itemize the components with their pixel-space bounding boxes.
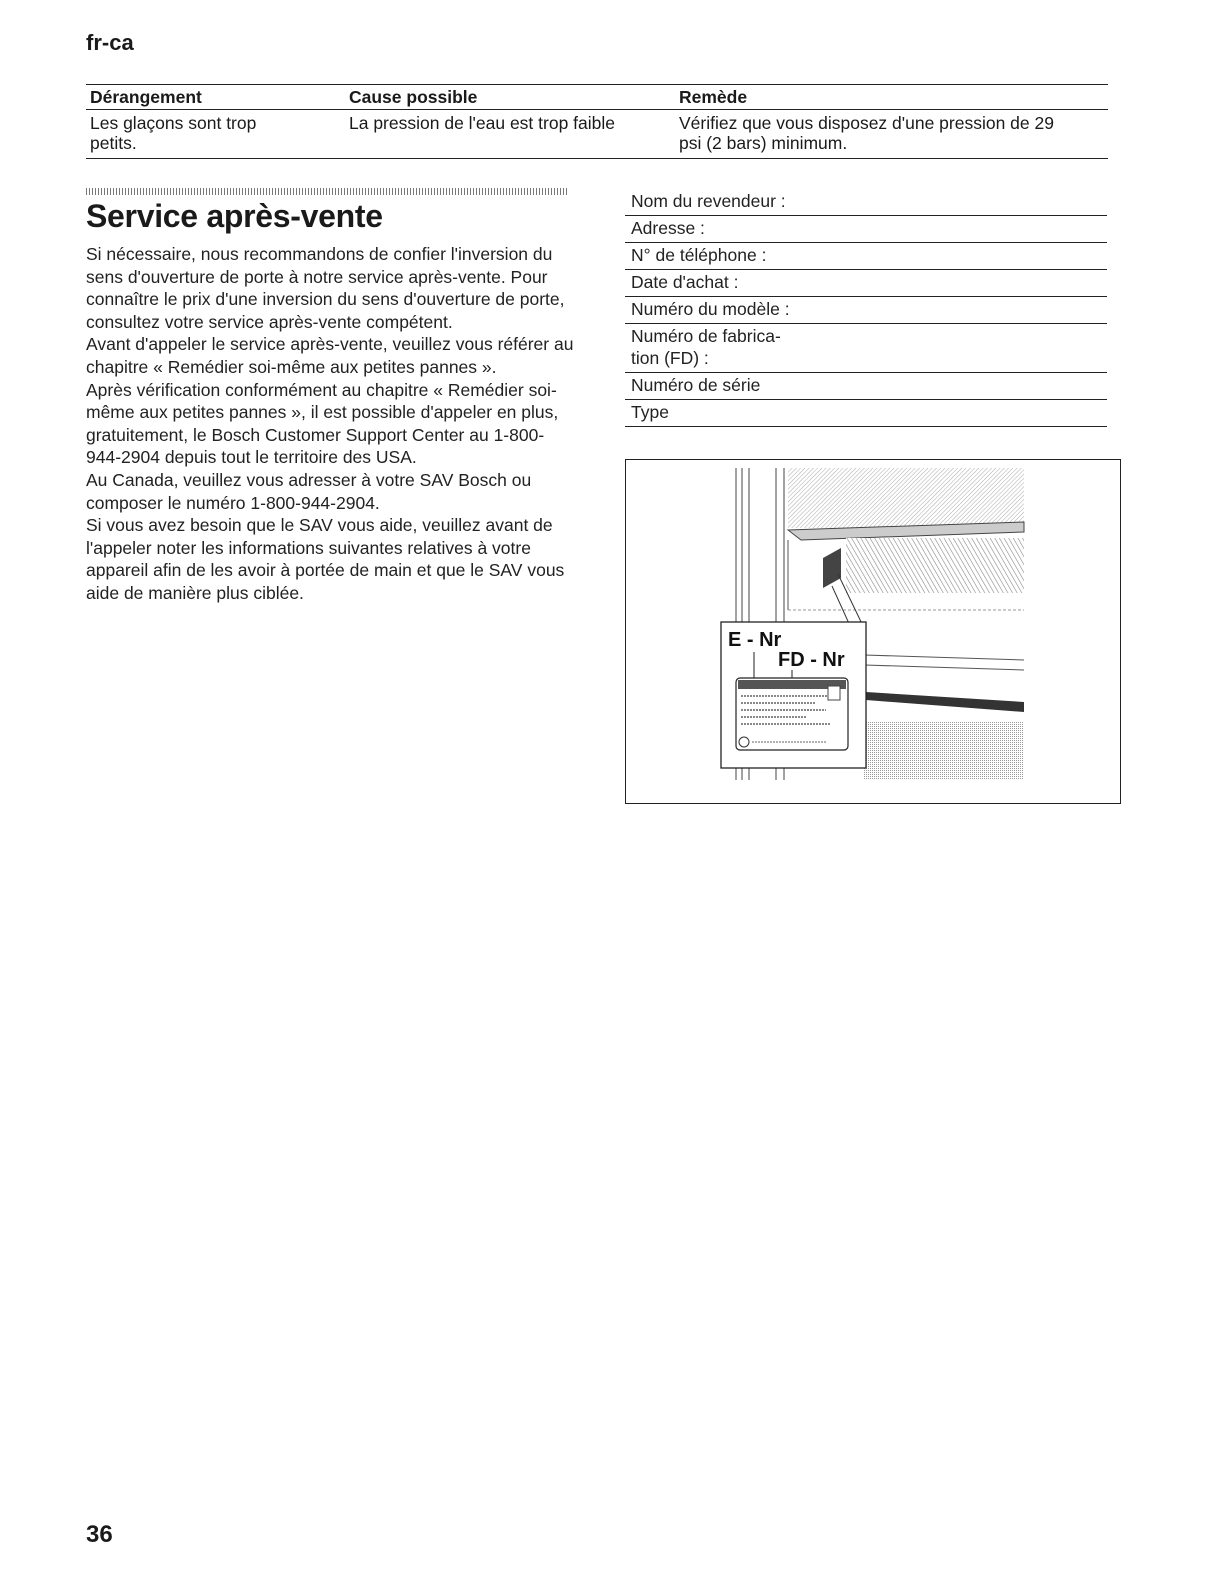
label-fd-nr: FD - Nr: [778, 649, 845, 671]
rating-plate-figure: [625, 459, 1121, 804]
paragraph: Après vérification conformément au chapitre « Remédier soi-même aux petites pannes », il est possible d'appeler en plus, gratuitement, le Bosch Customer Support Center au 1-800-944-2904 depuis tout le territoire des USA.: [86, 379, 559, 468]
section-title: Service après-vente: [86, 198, 383, 234]
paragraph: Avant d'appeler le service après-vente, veuillez vous référer au chapitre « Remédier soi-même aux petites pannes ».: [86, 334, 574, 377]
info-field-dealer: Nom du revendeur :: [625, 189, 1107, 216]
label-e-nr: E - Nr: [728, 629, 782, 651]
language-code: fr-ca: [86, 30, 134, 55]
section-hatch-bar: [86, 188, 569, 195]
column-header-cause: Cause possible: [345, 85, 675, 110]
info-field-address: Adresse :: [625, 216, 1107, 243]
service-info-form: [625, 189, 1107, 427]
info-field-fd-number: Numéro de fabrica- tion (FD) :: [625, 324, 1107, 373]
troubleshooting-table: [86, 84, 1108, 159]
info-field-purchase-date: Date d'achat :: [625, 270, 1107, 297]
table-cell-remede: Vérifiez que vous disposez d'une pression de 29 psi (2 bars) minimum.: [675, 110, 1108, 159]
section-body: [86, 243, 576, 605]
column-header-remede: Remède: [675, 85, 1108, 110]
paragraph: Si nécessaire, nous recommandons de confier l'inversion du sens d'ouverture de porte à notre service après-vente. Pour connaître le prix d'une inversion du sens d'ouverture de porte, consultez votre service après-vente compétent.: [86, 244, 565, 332]
table-row: [86, 110, 1108, 159]
column-header-derangement: Dérangement: [86, 85, 345, 110]
table-header-row: [86, 85, 1108, 110]
info-field-serial-number: Numéro de série: [625, 373, 1107, 400]
table-cell-cause: La pression de l'eau est trop faible: [345, 110, 675, 159]
info-field-model-number: Numéro du modèle :: [625, 297, 1107, 324]
paragraph: Si vous avez besoin que le SAV vous aide, veuillez avant de l'appeler noter les informations suivantes relatives à votre appareil afin de les avoir à portée de main et que le SAV vous aide de manière plus ciblée.: [86, 515, 565, 603]
info-field-type: Type: [625, 400, 1107, 427]
info-field-phone: N° de téléphone :: [625, 243, 1107, 270]
paragraph: Au Canada, veuillez vous adresser à votre SAV Bosch ou composer le numéro 1-800-944-2904.: [86, 469, 532, 513]
table-cell-derangement: Les glaçons sont trop petits.: [86, 110, 345, 159]
appliance-illustration: [626, 460, 1121, 804]
page-number: 36: [86, 1521, 113, 1548]
